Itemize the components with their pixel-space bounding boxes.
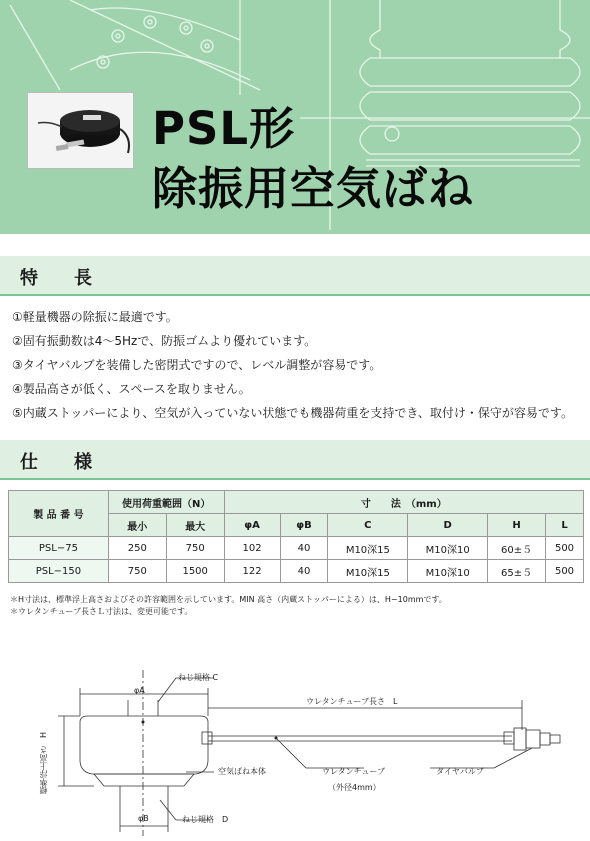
header-banner (0, 0, 590, 234)
spec-note: ＊H寸法は、標準浮上高さおよびその許容範囲を示しています。MIN 高さ（内蔵ストッパーによる）は、H−10mmです。 (10, 595, 447, 604)
feature-item: ④製品高さが低く、スペースを取りません。 (12, 382, 251, 396)
cell-model: PSL−75 (9, 537, 109, 560)
feature-item: ⑤内蔵ストッパーにより、空気が入っていない状態でも機器荷重を支持でき、取付け・保守が容易です。 (12, 406, 573, 420)
cell-h: 60±５ (488, 537, 546, 560)
cell-min: 250 (108, 537, 166, 560)
label-valve: タイヤバルブ (436, 767, 484, 776)
label-body: 空気ばね本体 (218, 767, 266, 776)
cell-a: 102 (224, 537, 280, 560)
cell-max: 750 (166, 537, 224, 560)
cell-c: M10深15 (328, 537, 408, 560)
table-row (9, 537, 584, 560)
header-col-l: L (546, 514, 584, 537)
cell-c: M10深15 (328, 560, 408, 583)
cell-model: PSL−150 (9, 560, 109, 583)
spec-section-header (0, 440, 590, 478)
header-max: 最大 (166, 514, 224, 537)
header-model: 製 品 番 号 (9, 491, 109, 537)
section-divider (0, 294, 590, 296)
header-col-a: φA (224, 514, 280, 537)
cell-h: 65±５ (488, 560, 546, 583)
cell-d: M10深10 (408, 537, 488, 560)
header-dimensions: 寸 法 （mm） (224, 491, 583, 514)
label-height: 標準浮上高さ H (39, 732, 48, 795)
label-tube-od: （外径4mm） (328, 783, 381, 792)
header-col-b: φB (280, 514, 328, 537)
dimension-drawing (0, 660, 590, 841)
cell-l: 500 (546, 560, 584, 583)
cell-max: 1500 (166, 560, 224, 583)
header-load-range: 使用荷重範囲（N） (108, 491, 224, 514)
air-spring-image (28, 93, 135, 170)
product-title: PSL形 (152, 102, 296, 155)
feature-item: ①軽量機器の除振に最適です。 (12, 310, 178, 324)
table-row (9, 560, 584, 583)
cell-min: 750 (108, 560, 166, 583)
cell-a: 122 (224, 560, 280, 583)
header-col-h: H (488, 514, 546, 537)
header-col-d: D (408, 514, 488, 537)
section-divider (0, 478, 590, 480)
cell-b: 40 (280, 560, 328, 583)
label-phi-a: φA (134, 686, 145, 695)
label-tube: ウレタンチューブ (322, 767, 386, 776)
label-tube-length: ウレタンチューブ長さ L (306, 697, 398, 706)
label-thread-c: ねじ規格 C (178, 673, 219, 682)
spec-note: ＊ウレタンチューブ長さＬ寸法は、変更可能です。 (10, 607, 193, 616)
header-col-c: C (328, 514, 408, 537)
product-subtitle: 除振用空気ばね (152, 162, 475, 215)
product-photo (27, 92, 134, 169)
header-min: 最小 (108, 514, 166, 537)
cell-b: 40 (280, 537, 328, 560)
features-heading: 特 長 (20, 268, 92, 289)
label-phi-b: φB (138, 814, 149, 823)
label-thread-d: ねじ規格 D (182, 815, 229, 824)
spec-table (8, 490, 584, 583)
features-section-header (0, 256, 590, 294)
cell-d: M10深10 (408, 560, 488, 583)
feature-item: ③タイヤバルブを装備した密閉式ですので、レベル調整が容易です。 (12, 358, 382, 372)
spec-heading: 仕 様 (20, 452, 92, 473)
cell-l: 500 (546, 537, 584, 560)
feature-item: ②固有振動数は4～5Hzで、防振ゴムより優れています。 (12, 334, 317, 348)
